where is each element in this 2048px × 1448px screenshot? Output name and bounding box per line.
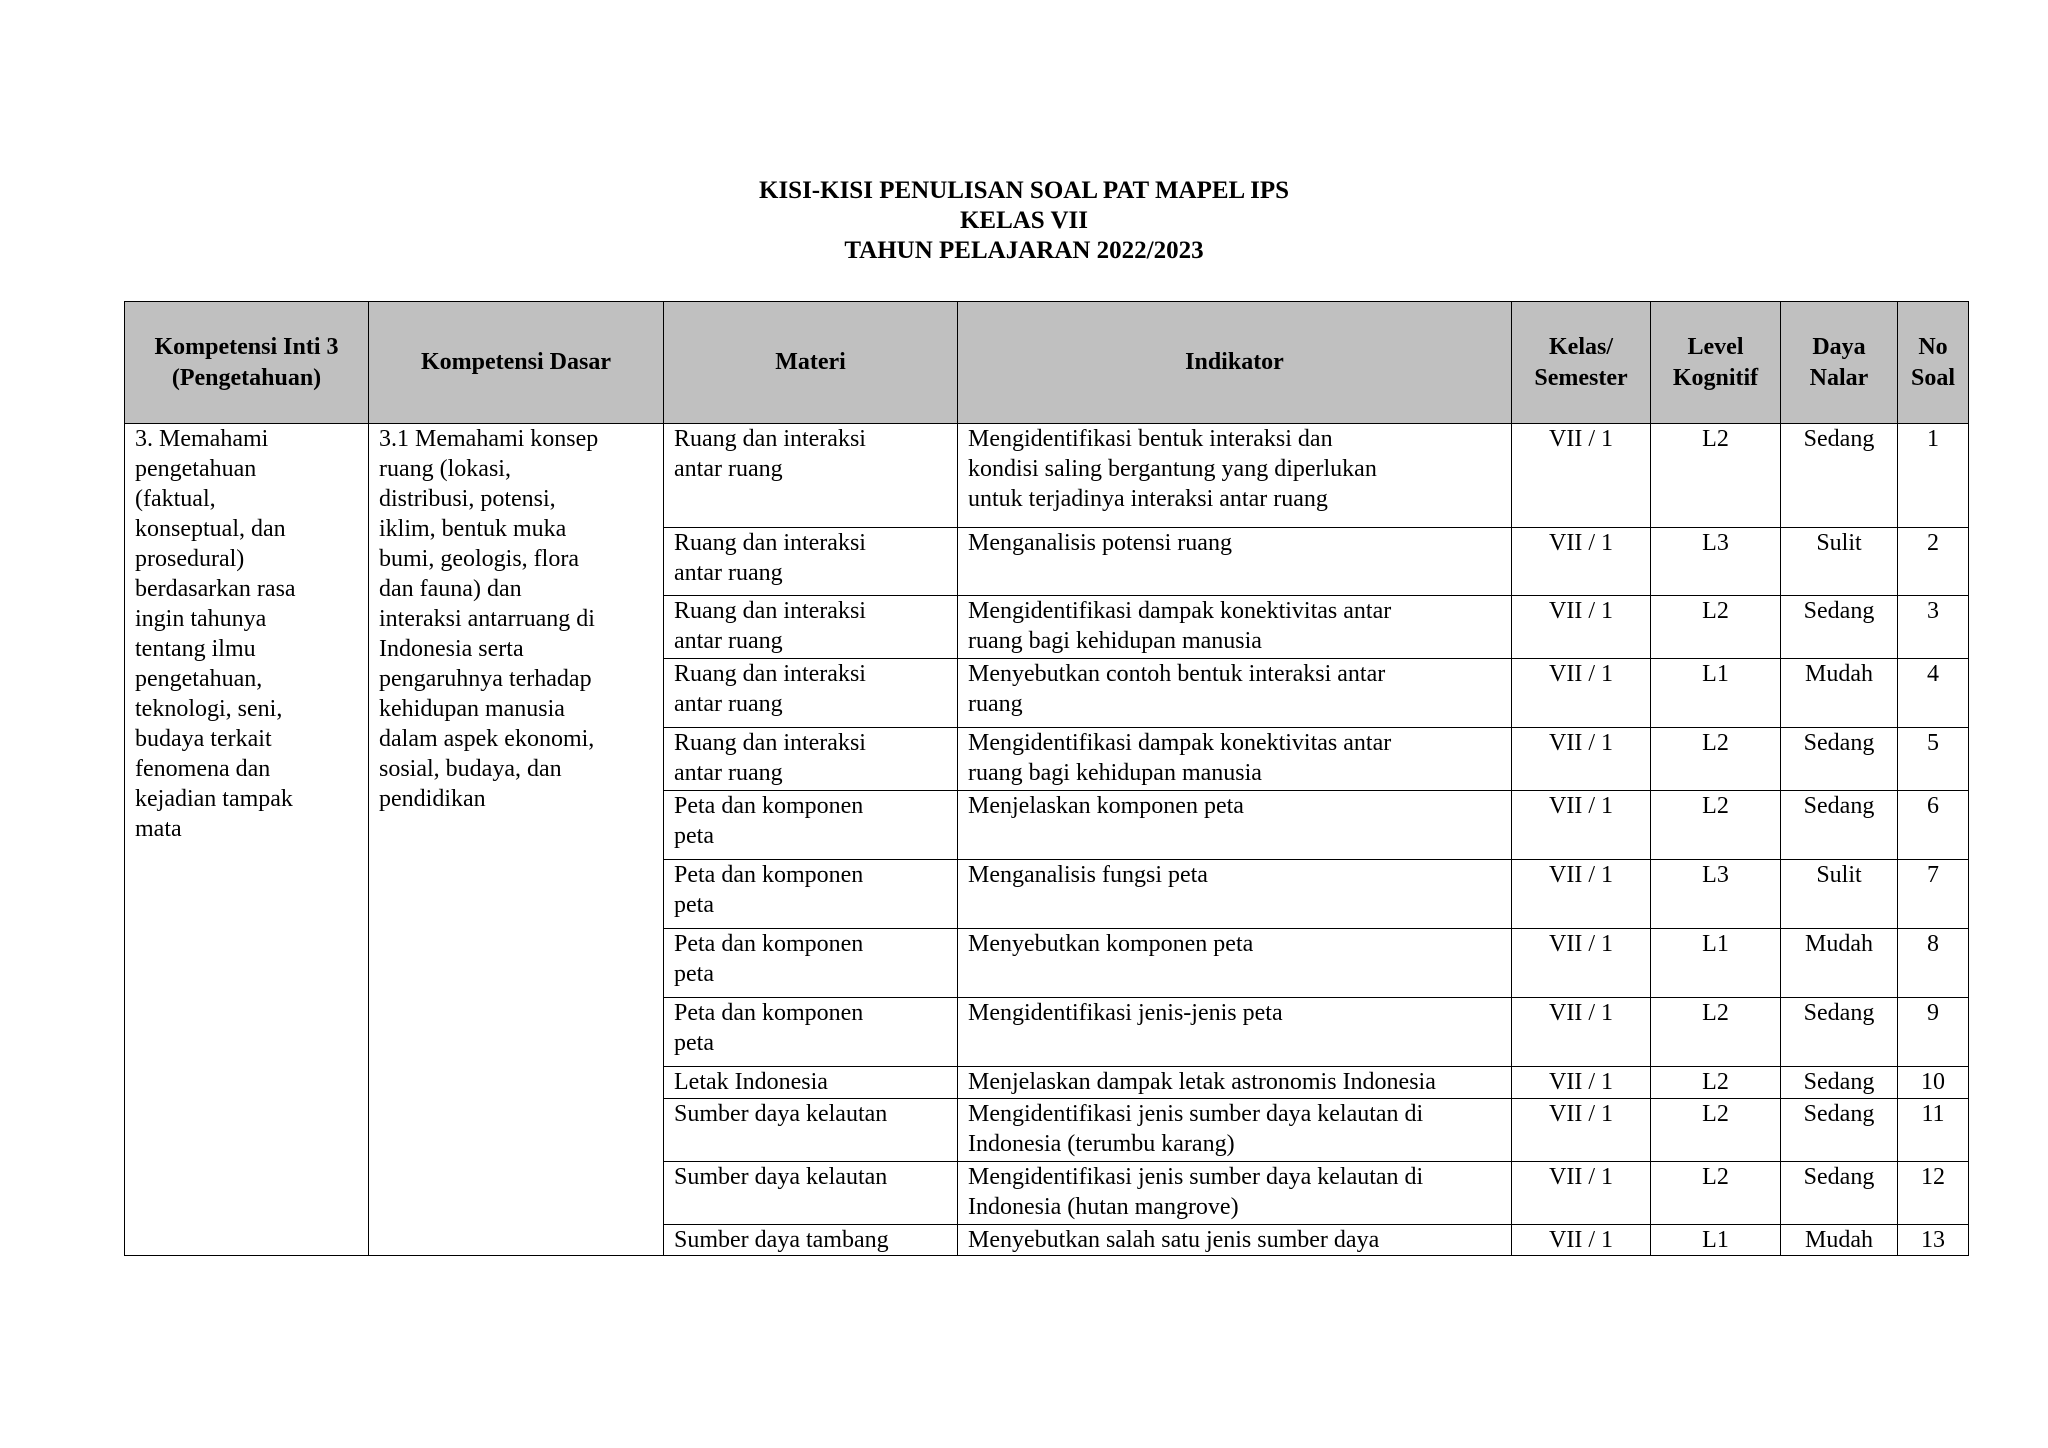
daya-nalar-cell: Sedang (1781, 728, 1898, 791)
no-soal-cell: 2 (1898, 528, 1969, 596)
indikator-cell (958, 1225, 1512, 1256)
indikator-line: ruang bagi kehidupan manusia (968, 628, 1262, 654)
materi-cell (664, 596, 958, 659)
materi-cell (664, 998, 958, 1067)
indikator-line: Mengidentifikasi jenis sumber daya kelautan di (968, 1101, 1424, 1127)
header-level-kognitif: Level Kognitif (1651, 302, 1781, 424)
ki-line: mata (135, 816, 182, 842)
materi-cell (664, 1162, 958, 1225)
indikator-cell (958, 528, 1512, 596)
indikator-line: Menjelaskan komponen peta (968, 793, 1244, 819)
indikator-line: Menganalisis potensi ruang (968, 530, 1232, 556)
materi-line: Sumber daya tambang (674, 1227, 889, 1253)
materi-cell (664, 728, 958, 791)
level-kognitif-cell: L1 (1651, 659, 1781, 728)
ki-line: fenomena dan (135, 756, 271, 782)
kd-line: interaksi antarruang di (379, 606, 595, 632)
materi-line: Ruang dan interaksi (674, 661, 866, 687)
level-kognitif-cell: L2 (1651, 1099, 1781, 1162)
ki-line: 3. Memahami (135, 426, 269, 452)
indikator-line: ruang bagi kehidupan manusia (968, 760, 1262, 786)
materi-line: Peta dan komponen (674, 1000, 864, 1026)
materi-line: Sumber daya kelautan (674, 1164, 888, 1190)
indikator-cell (958, 1067, 1512, 1099)
indikator-line: Indonesia (hutan mangrove) (968, 1194, 1239, 1220)
indikator-line: Menyebutkan komponen peta (968, 931, 1254, 957)
kd-line: ruang (lokasi, (379, 456, 511, 482)
materi-line: Ruang dan interaksi (674, 426, 866, 452)
indikator-cell (958, 659, 1512, 728)
kd-line: sosial, budaya, dan (379, 756, 562, 782)
ki-line: ingin tahunya (135, 606, 267, 632)
materi-line: Peta dan komponen (674, 862, 864, 888)
materi-line: antar ruang (674, 560, 783, 586)
no-soal-cell: 11 (1898, 1099, 1969, 1162)
ki-line: teknologi, seni, (135, 696, 283, 722)
kd-line: Indonesia serta (379, 636, 524, 662)
level-kognitif-cell: L2 (1651, 998, 1781, 1067)
indikator-cell (958, 1162, 1512, 1225)
kompetensi-inti-cell (125, 424, 369, 1256)
table-row (125, 424, 1969, 528)
materi-line: Peta dan komponen (674, 793, 864, 819)
daya-nalar-cell: Sulit (1781, 860, 1898, 929)
kd-line: kehidupan manusia (379, 696, 565, 722)
materi-cell (664, 1099, 958, 1162)
daya-nalar-cell: Sedang (1781, 596, 1898, 659)
daya-nalar-cell: Sedang (1781, 1067, 1898, 1099)
kelas-semester-cell: VII / 1 (1512, 1162, 1651, 1225)
materi-cell (664, 1225, 958, 1256)
materi-cell (664, 791, 958, 860)
daya-nalar-cell: Sedang (1781, 791, 1898, 860)
materi-line: antar ruang (674, 628, 783, 654)
level-kognitif-cell: L1 (1651, 1225, 1781, 1256)
no-soal-cell: 13 (1898, 1225, 1969, 1256)
header-row (125, 302, 1969, 424)
indikator-line: Mengidentifikasi bentuk interaksi dan (968, 426, 1333, 452)
ki-line: kejadian tampak (135, 786, 293, 812)
materi-line: antar ruang (674, 456, 783, 482)
kd-line: iklim, bentuk muka (379, 516, 567, 542)
daya-nalar-cell: Sedang (1781, 998, 1898, 1067)
kd-line: dalam aspek ekonomi, (379, 726, 595, 752)
no-soal-cell: 3 (1898, 596, 1969, 659)
ki-line: (faktual, (135, 486, 216, 512)
indikator-line: Menyebutkan salah satu jenis sumber daya (968, 1227, 1380, 1253)
materi-line: Ruang dan interaksi (674, 730, 866, 756)
level-kognitif-cell: L2 (1651, 424, 1781, 528)
no-soal-cell: 6 (1898, 791, 1969, 860)
kelas-semester-cell: VII / 1 (1512, 659, 1651, 728)
kisi-kisi-table (124, 301, 1969, 1256)
daya-nalar-cell: Sedang (1781, 1162, 1898, 1225)
level-kognitif-cell: L2 (1651, 1162, 1781, 1225)
indikator-cell (958, 596, 1512, 659)
header-daya-nalar: Daya Nalar (1781, 302, 1898, 424)
no-soal-cell: 4 (1898, 659, 1969, 728)
level-kognitif-cell: L1 (1651, 929, 1781, 998)
ki-line: pengetahuan, (135, 666, 263, 692)
kelas-semester-cell: VII / 1 (1512, 1067, 1651, 1099)
materi-line: Ruang dan interaksi (674, 598, 866, 624)
kelas-semester-cell: VII / 1 (1512, 860, 1651, 929)
no-soal-cell: 10 (1898, 1067, 1969, 1099)
daya-nalar-cell: Sulit (1781, 528, 1898, 596)
kelas-semester-cell: VII / 1 (1512, 1099, 1651, 1162)
header-no-soal: No Soal (1898, 302, 1969, 424)
materi-cell (664, 1067, 958, 1099)
daya-nalar-cell: Sedang (1781, 424, 1898, 528)
ki-line: prosedural) (135, 546, 245, 572)
indikator-line: kondisi saling bergantung yang diperlukan (968, 456, 1377, 482)
no-soal-cell: 9 (1898, 998, 1969, 1067)
kelas-semester-cell: VII / 1 (1512, 596, 1651, 659)
no-soal-cell: 5 (1898, 728, 1969, 791)
level-kognitif-cell: L3 (1651, 860, 1781, 929)
no-soal-cell: 12 (1898, 1162, 1969, 1225)
kelas-semester-cell: VII / 1 (1512, 929, 1651, 998)
ki-line: tentang ilmu (135, 636, 256, 662)
header-kompetensi-inti: Kompetensi Inti 3 (Pengetahuan) (125, 302, 369, 424)
materi-cell (664, 424, 958, 528)
kelas-semester-cell: VII / 1 (1512, 424, 1651, 528)
indikator-line: Mengidentifikasi dampak konektivitas antar (968, 598, 1392, 624)
indikator-cell (958, 1099, 1512, 1162)
indikator-cell (958, 929, 1512, 998)
indikator-line: Indonesia (terumbu karang) (968, 1131, 1235, 1157)
no-soal-cell: 1 (1898, 424, 1969, 528)
no-soal-cell: 7 (1898, 860, 1969, 929)
indikator-line: Mengidentifikasi jenis sumber daya kelautan di (968, 1164, 1424, 1190)
indikator-cell (958, 791, 1512, 860)
no-soal-cell: 8 (1898, 929, 1969, 998)
daya-nalar-cell: Mudah (1781, 1225, 1898, 1256)
title-line-2: KELAS VII (959, 207, 1089, 234)
indikator-line: Menganalisis fungsi peta (968, 862, 1208, 888)
indikator-line: Menjelaskan dampak letak astronomis Indonesia (968, 1069, 1436, 1095)
indikator-line: Mengidentifikasi dampak konektivitas antar (968, 730, 1392, 756)
indikator-cell (958, 860, 1512, 929)
header-materi: Materi (664, 302, 958, 424)
kelas-semester-cell: VII / 1 (1512, 791, 1651, 860)
ki-line: berdasarkan rasa (135, 576, 296, 602)
header-kompetensi-dasar: Kompetensi Dasar (369, 302, 664, 424)
indikator-line: Menyebutkan contoh bentuk interaksi antar (968, 661, 1386, 687)
materi-cell (664, 659, 958, 728)
title-line-3: TAHUN PELAJARAN 2022/2023 (844, 237, 1204, 264)
materi-line: antar ruang (674, 760, 783, 786)
materi-line: Letak Indonesia (674, 1069, 828, 1095)
kd-line: pendidikan (379, 786, 486, 812)
materi-line: Peta dan komponen (674, 931, 864, 957)
materi-line: peta (674, 892, 714, 918)
kelas-semester-cell: VII / 1 (1512, 998, 1651, 1067)
level-kognitif-cell: L2 (1651, 596, 1781, 659)
daya-nalar-cell: Mudah (1781, 929, 1898, 998)
materi-cell (664, 528, 958, 596)
materi-line: peta (674, 823, 714, 849)
header-kelas-semester: Kelas/ Semester (1512, 302, 1651, 424)
indikator-line: ruang (968, 691, 1023, 717)
materi-line: Sumber daya kelautan (674, 1101, 888, 1127)
ki-line: pengetahuan (135, 456, 257, 482)
materi-line: Ruang dan interaksi (674, 530, 866, 556)
ki-line: konseptual, dan (135, 516, 286, 542)
indikator-cell (958, 728, 1512, 791)
kelas-semester-cell: VII / 1 (1512, 1225, 1651, 1256)
document-title (0, 176, 2048, 266)
kelas-semester-cell: VII / 1 (1512, 528, 1651, 596)
indikator-line: untuk terjadinya interaksi antar ruang (968, 486, 1328, 512)
ki-line: budaya terkait (135, 726, 272, 752)
kd-line: bumi, geologis, flora (379, 546, 579, 572)
materi-cell (664, 929, 958, 998)
materi-line: peta (674, 961, 714, 987)
level-kognitif-cell: L3 (1651, 528, 1781, 596)
kd-line: distribusi, potensi, (379, 486, 556, 512)
materi-line: antar ruang (674, 691, 783, 717)
header-indikator: Indikator (958, 302, 1512, 424)
title-line-1: KISI-KISI PENULISAN SOAL PAT MAPEL IPS (759, 177, 1289, 204)
indikator-cell (958, 424, 1512, 528)
level-kognitif-cell: L2 (1651, 1067, 1781, 1099)
kd-line: dan fauna) dan (379, 576, 522, 602)
daya-nalar-cell: Mudah (1781, 659, 1898, 728)
indikator-cell (958, 998, 1512, 1067)
daya-nalar-cell: Sedang (1781, 1099, 1898, 1162)
level-kognitif-cell: L2 (1651, 728, 1781, 791)
kelas-semester-cell: VII / 1 (1512, 728, 1651, 791)
kd-line: pengaruhnya terhadap (379, 666, 592, 692)
kompetensi-dasar-cell (369, 424, 664, 1256)
materi-cell (664, 860, 958, 929)
materi-line: peta (674, 1030, 714, 1056)
level-kognitif-cell: L2 (1651, 791, 1781, 860)
indikator-line: Mengidentifikasi jenis-jenis peta (968, 1000, 1283, 1026)
kd-line: 3.1 Memahami konsep (379, 426, 599, 452)
